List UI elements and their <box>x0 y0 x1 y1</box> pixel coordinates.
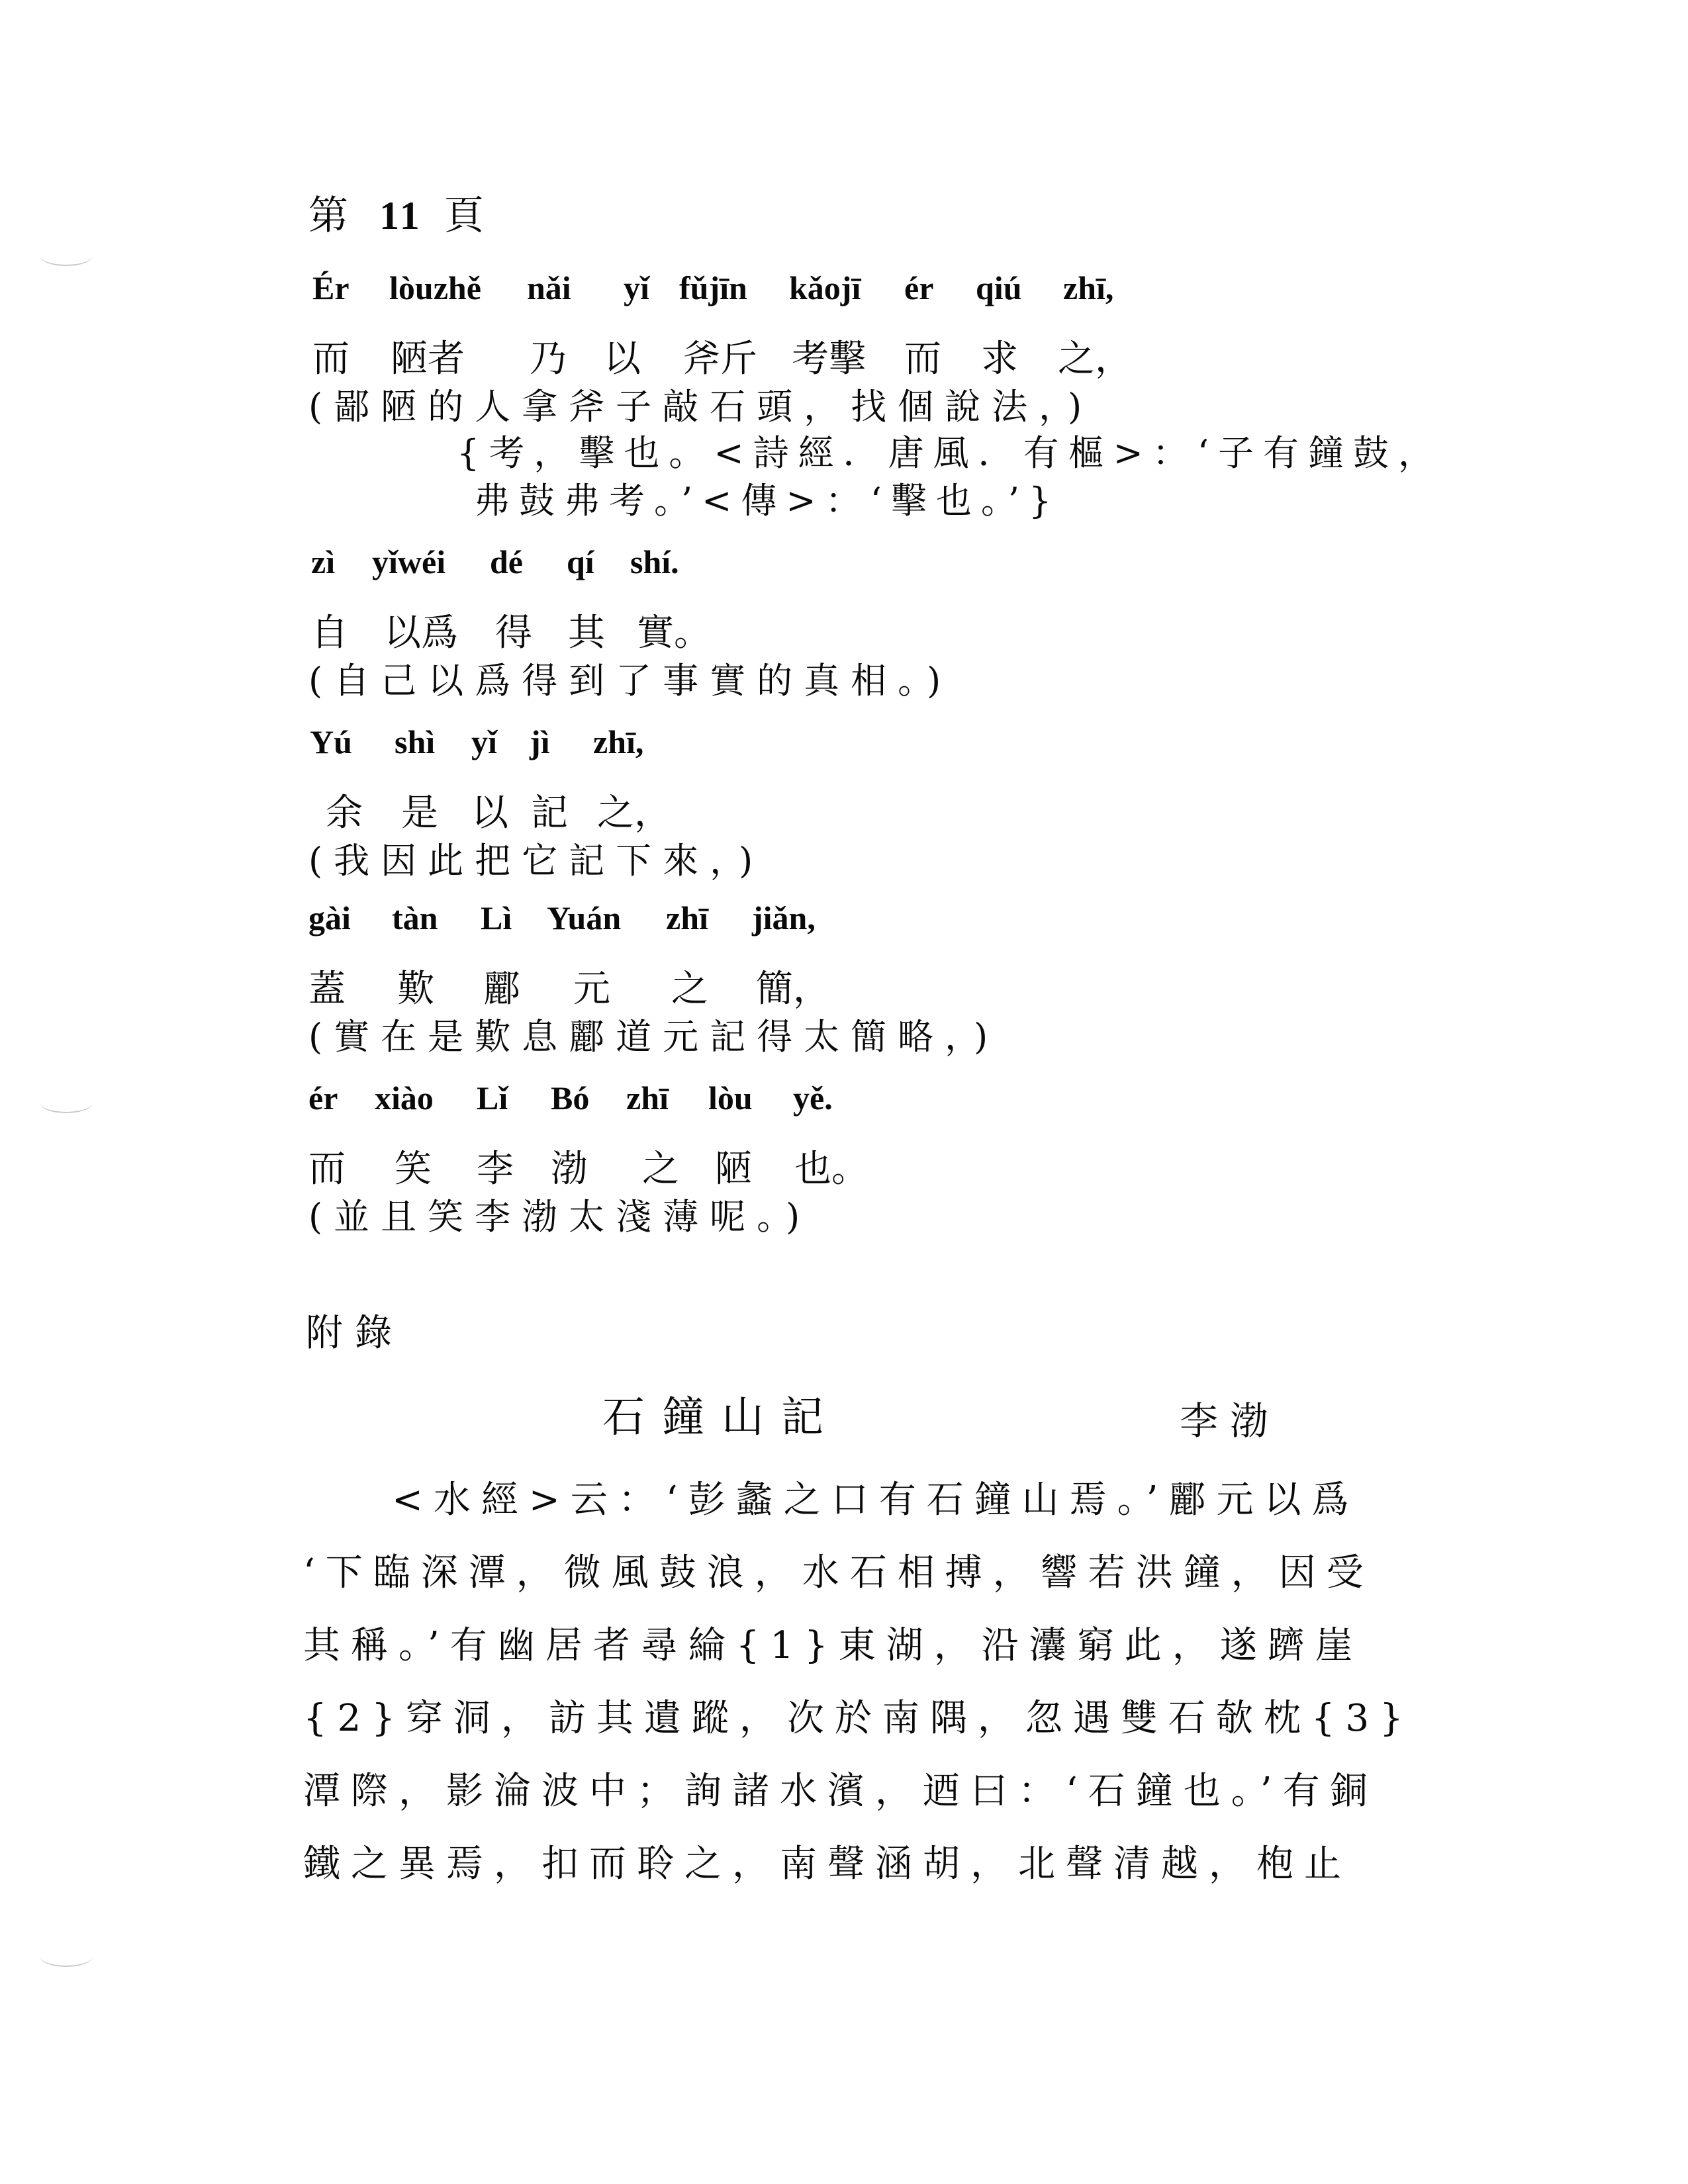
translation-line: (我因此把它記下來，) <box>308 840 765 882</box>
punch-hole-mark <box>40 1946 93 1967</box>
pinyin-line: Yú shì yǐ jì zhī, <box>310 723 644 760</box>
pinyin-line: Ér lòuzhě nǎi yǐ fǔjīn kǎojī ér qiú zhī, <box>312 269 1114 306</box>
verse-section-4 <box>308 887 1500 1060</box>
essay-author: 李渤 <box>1180 1398 1281 1443</box>
hanzi-line: 而 笑 李 渤 之 陋 也。 <box>308 1148 868 1191</box>
essay-body <box>303 1464 1414 1901</box>
pinyin-line: gài tàn Lì Yuán zhī jiǎn, <box>308 899 816 936</box>
hanzi-line: 自 以爲 得 其 實。 <box>311 612 711 655</box>
translation-line: (自己以爲得到了事實的真相。) <box>308 660 953 702</box>
essay-title: 石鐘山記 <box>602 1393 841 1442</box>
essay-line: 鐵之異焉，扣而聆之，南聲涵胡，北聲清越，枹止 <box>303 1843 1352 1886</box>
annotation-note: {考，擊也。<詩經．唐風．有樞>：‘子有鐘鼓， <box>457 432 1444 474</box>
pinyin-line: ér xiào Lǐ Bó zhī lòu yě. <box>308 1079 833 1116</box>
essay-line: {2}穿洞，訪其遺蹤，次於南隅，忽遇雙石欹枕{3} <box>303 1697 1414 1740</box>
pinyin-line: zì yǐwéi dé qí shí. <box>311 543 679 580</box>
hanzi-line: 蓋 歎 酈 元 之 簡， <box>308 968 830 1011</box>
verse-section-5 <box>308 1067 1500 1240</box>
page-number: 第 11 頁 <box>308 193 493 239</box>
essay-line: 潭際，影淪波中；詢諸水濱，迺曰：‘石鐘也。’有銅 <box>303 1770 1378 1813</box>
translation-line: (並且笑李渤太淺薄呢。) <box>308 1196 812 1238</box>
essay-line: ‘下臨深潭，微風鼓浪，水石相搏，響若洪鐘，因受 <box>303 1551 1374 1594</box>
essay-line: <水經>云：‘彭蠡之口有石鐘山焉。’酈元以爲 <box>392 1479 1360 1522</box>
translation-line: (實在是歎息酈道元記得太簡略，) <box>308 1016 1000 1058</box>
annotation-note: 弗鼓弗考。’<傳>：‘擊也。’} <box>474 480 1061 522</box>
punch-hole-mark <box>40 245 93 266</box>
verse-section-3 <box>308 711 1500 884</box>
verse-section-2 <box>308 531 1500 704</box>
verse-section-1 <box>308 257 1500 525</box>
appendix-heading: 附錄 <box>306 1312 404 1355</box>
hanzi-line: 余 是 以 記 之， <box>326 792 671 835</box>
translation-line: (鄙陋的人拿斧子敲石頭，找個說法，) <box>308 386 1094 428</box>
punch-hole-mark <box>40 1092 93 1113</box>
hanzi-line: 而 陋者 乃 以 斧斤 考擊 而 求 之， <box>312 338 1132 381</box>
essay-line: 其稱。’有幽居者尋綸{1}東湖，沿灢窮此，遂躋崖 <box>303 1624 1363 1667</box>
